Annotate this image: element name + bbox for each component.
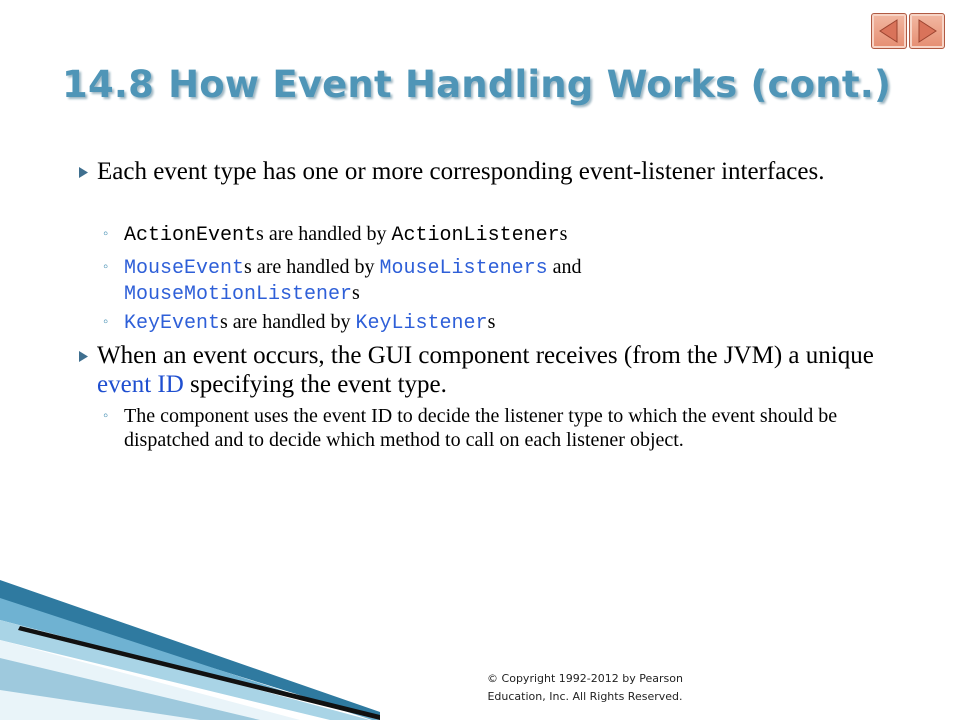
decorative-swoosh — [0, 580, 380, 720]
sub-bullet-item — [103, 310, 893, 336]
circle-bullet-icon: ◦ — [103, 259, 109, 275]
triangle-right-icon — [910, 14, 944, 48]
slide-title — [62, 63, 891, 106]
sub-bullet-item — [103, 404, 893, 452]
section-number: 14.8 — [62, 63, 155, 106]
bullet-item — [79, 157, 879, 186]
sub-bullet-text: KeyEvents are handled by KeyListeners — [124, 311, 496, 335]
arrow-bullet-icon — [79, 351, 88, 362]
circle-bullet-icon: ◦ — [103, 408, 109, 424]
triangle-left-icon — [872, 14, 906, 48]
sub-bullet-text: MouseEvents are handled by MouseListeners and MouseMotionListeners — [124, 256, 582, 306]
bullet-item — [79, 341, 879, 399]
sub-bullet-text: The component uses the event ID to decide the listener type to which the event should be dispatched and to decide which method to call on each listener object. — [124, 405, 838, 451]
title-text: How Event Handling Works (cont.) — [168, 63, 892, 106]
previous-slide-button[interactable] — [871, 13, 907, 49]
bullet-text: Each event type has one or more corresponding event-listener interfaces. — [97, 158, 825, 185]
circle-bullet-icon: ◦ — [103, 314, 109, 330]
circle-bullet-icon: ◦ — [103, 226, 109, 242]
bullet-text: When an event occurs, the GUI component receives (from the JVM) a unique event ID specifying the event type. — [97, 342, 874, 398]
event-id-term: event ID — [97, 371, 184, 398]
copyright-footer: © Copyright 1992-2012 by Pearson Education, Inc. All Rights Reserved. — [487, 672, 683, 703]
arrow-bullet-icon — [79, 167, 88, 178]
sub-bullet-item — [103, 222, 893, 248]
sub-bullet-text: ActionEvents are handled by ActionListeners — [124, 223, 568, 247]
next-slide-button[interactable] — [909, 13, 945, 49]
sub-bullet-item — [103, 255, 893, 307]
